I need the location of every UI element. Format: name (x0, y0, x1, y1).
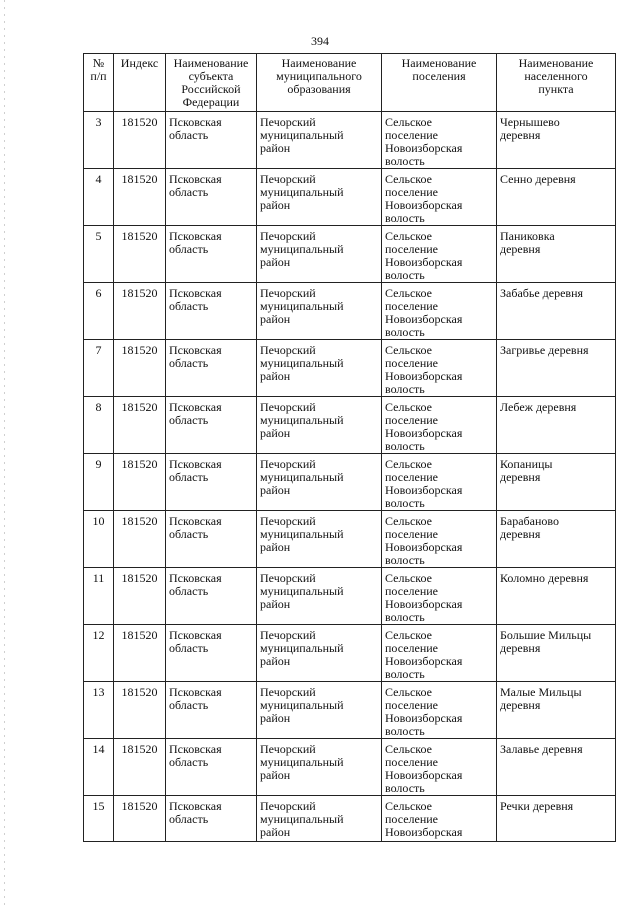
row-number-cell: 6 (84, 283, 114, 340)
municipality-cell: Печорский муниципальный район (257, 226, 382, 283)
table-row (84, 454, 616, 511)
subject-cell: Псковская область (166, 739, 257, 796)
settlement-cell: Сельское поселение Новоизборская волость (382, 340, 497, 397)
settlement-cell: Сельское поселение Новоизборская волость (382, 682, 497, 739)
header-settlement: Наименование поселения (382, 54, 497, 112)
settlement-cell: Сельское поселение Новоизборская волость (382, 112, 497, 169)
postal-index-cell: 181520 (114, 226, 166, 283)
header-municipality: Наименование муниципального образования (257, 54, 382, 112)
row-number-cell: 3 (84, 112, 114, 169)
table-row (84, 397, 616, 454)
subject-cell: Псковская область (166, 568, 257, 625)
postal-index-cell: 181520 (114, 682, 166, 739)
header-number: № п/п (84, 54, 114, 112)
settlement-cell: Сельское поселение Новоизборская волость (382, 739, 497, 796)
municipality-cell: Печорский муниципальный район (257, 169, 382, 226)
row-number-cell: 15 (84, 796, 114, 842)
locality-cell: Малые Мильцы деревня (497, 682, 616, 739)
municipality-cell: Печорский муниципальный район (257, 397, 382, 454)
locality-cell: Забабье деревня (497, 283, 616, 340)
locality-cell: Паниковка деревня (497, 226, 616, 283)
postal-index-cell: 181520 (114, 169, 166, 226)
municipality-cell: Печорский муниципальный район (257, 568, 382, 625)
subject-cell: Псковская область (166, 397, 257, 454)
municipality-cell: Печорский муниципальный район (257, 454, 382, 511)
row-number-cell: 14 (84, 739, 114, 796)
municipality-cell: Печорский муниципальный район (257, 796, 382, 842)
locality-cell: Копаницы деревня (497, 454, 616, 511)
table-header-row (84, 54, 616, 112)
table-row (84, 739, 616, 796)
subject-cell: Псковская область (166, 796, 257, 842)
table-row (84, 568, 616, 625)
table-row (84, 226, 616, 283)
settlement-cell: Сельское поселение Новоизборская волость (382, 226, 497, 283)
locality-cell: Барабаново деревня (497, 511, 616, 568)
row-number-cell: 11 (84, 568, 114, 625)
municipality-cell: Печорский муниципальный район (257, 283, 382, 340)
subject-cell: Псковская область (166, 511, 257, 568)
settlement-cell: Сельское поселение Новоизборская волость (382, 568, 497, 625)
subject-cell: Псковская область (166, 169, 257, 226)
settlement-cell: Сельское поселение Новоизборская волость (382, 397, 497, 454)
postal-index-cell: 181520 (114, 397, 166, 454)
locality-cell: Большие Мильцы деревня (497, 625, 616, 682)
locality-cell: Чернышево деревня (497, 112, 616, 169)
table-row (84, 169, 616, 226)
row-number-cell: 12 (84, 625, 114, 682)
postal-index-cell: 181520 (114, 112, 166, 169)
postal-index-cell: 181520 (114, 739, 166, 796)
locality-cell: Залавье деревня (497, 739, 616, 796)
locality-cell: Сенно деревня (497, 169, 616, 226)
table-row (84, 625, 616, 682)
postal-index-cell: 181520 (114, 511, 166, 568)
settlements-table (83, 53, 616, 842)
settlement-cell: Сельское поселение Новоизборская волость (382, 625, 497, 682)
settlement-cell: Сельское поселение Новоизборская (382, 796, 497, 842)
row-number-cell: 4 (84, 169, 114, 226)
postal-index-cell: 181520 (114, 454, 166, 511)
municipality-cell: Печорский муниципальный район (257, 340, 382, 397)
municipality-cell: Печорский муниципальный район (257, 625, 382, 682)
row-number-cell: 8 (84, 397, 114, 454)
table-body (84, 112, 616, 842)
row-number-cell: 7 (84, 340, 114, 397)
row-number-cell: 5 (84, 226, 114, 283)
postal-index-cell: 181520 (114, 625, 166, 682)
subject-cell: Псковская область (166, 625, 257, 682)
table-row (84, 511, 616, 568)
table-row (84, 283, 616, 340)
page-number: 394 (311, 34, 329, 48)
header-locality: Наименование населенного пункта (497, 54, 616, 112)
header-subject: Наименование субъекта Российской Федерации (166, 54, 257, 112)
postal-index-cell: 181520 (114, 283, 166, 340)
settlement-cell: Сельское поселение Новоизборская волость (382, 454, 497, 511)
subject-cell: Псковская область (166, 226, 257, 283)
settlement-cell: Сельское поселение Новоизборская волость (382, 169, 497, 226)
municipality-cell: Печорский муниципальный район (257, 682, 382, 739)
locality-cell: Лебеж деревня (497, 397, 616, 454)
table-row (84, 682, 616, 739)
row-number-cell: 9 (84, 454, 114, 511)
subject-cell: Псковская область (166, 283, 257, 340)
subject-cell: Псковская область (166, 454, 257, 511)
locality-cell: Речки деревня (497, 796, 616, 842)
subject-cell: Псковская область (166, 682, 257, 739)
postal-index-cell: 181520 (114, 796, 166, 842)
settlement-cell: Сельское поселение Новоизборская волость (382, 511, 497, 568)
municipality-cell: Печорский муниципальный район (257, 511, 382, 568)
row-number-cell: 13 (84, 682, 114, 739)
municipality-cell: Печорский муниципальный район (257, 739, 382, 796)
locality-cell: Загривье деревня (497, 340, 616, 397)
header-index: Индекс (114, 54, 166, 112)
locality-cell: Коломно деревня (497, 568, 616, 625)
subject-cell: Псковская область (166, 112, 257, 169)
row-number-cell: 10 (84, 511, 114, 568)
table-row (84, 796, 616, 842)
table-row (84, 112, 616, 169)
postal-index-cell: 181520 (114, 340, 166, 397)
municipality-cell: Печорский муниципальный район (257, 112, 382, 169)
subject-cell: Псковская область (166, 340, 257, 397)
postal-index-cell: 181520 (114, 568, 166, 625)
scan-margin-mark (4, 0, 5, 905)
settlement-cell: Сельское поселение Новоизборская волость (382, 283, 497, 340)
table-row (84, 340, 616, 397)
